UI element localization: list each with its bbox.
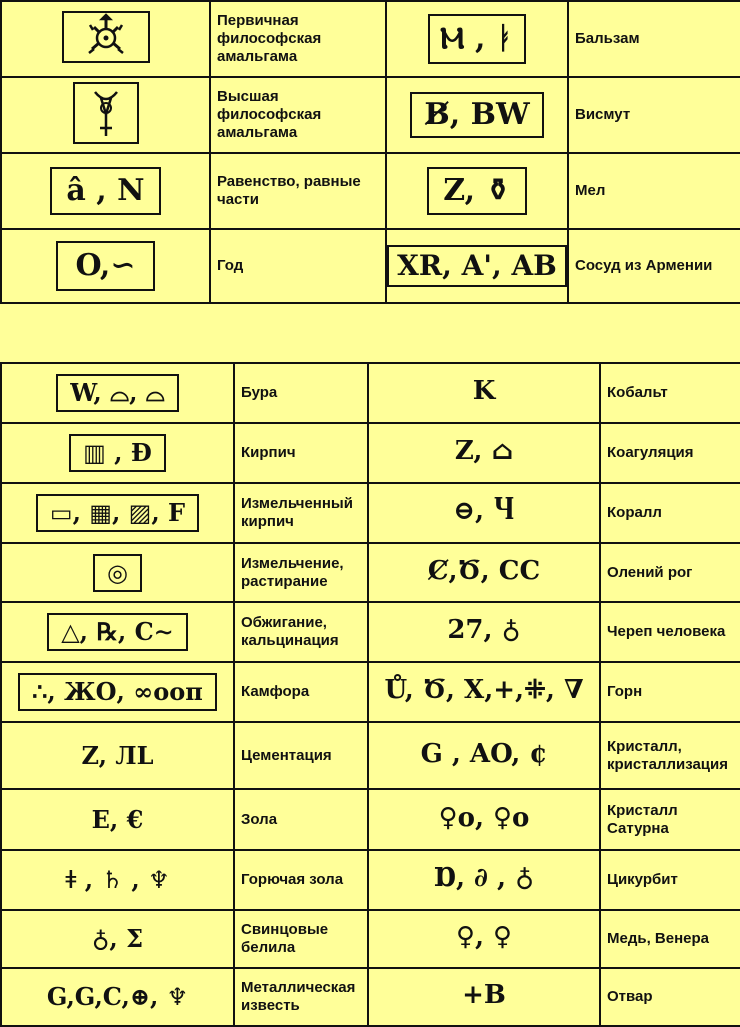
name-cell: Олений рог (600, 543, 740, 602)
table-row (1, 789, 740, 850)
name-cell: Кристалл Сатурна (600, 789, 740, 850)
name-cell: Цементация (234, 722, 368, 789)
symbol-cell (1, 423, 234, 483)
name-cell: Бальзам (568, 1, 740, 77)
name-cell: Мел (568, 153, 740, 229)
symbol-cell (368, 363, 600, 423)
symbol-glyphs: Ů, Ծ, X,+,⁜, ∇ (384, 675, 584, 705)
symbol-glyphs: Ȼ,Ծ, CC (427, 555, 541, 586)
symbol-cell (1, 363, 234, 423)
symbol-cell (1, 1, 210, 77)
star-amalgam-symbol (64, 13, 148, 61)
table-row (1, 423, 740, 483)
symbol-cell (368, 483, 600, 543)
symbol-box: O,∽ (56, 241, 156, 291)
table-row (1, 910, 740, 968)
symbol-cell (386, 1, 568, 77)
symbol-cell (368, 789, 600, 850)
symbol-cell (368, 910, 600, 968)
symbol-glyphs: ǂ , ♄ , ♆ (65, 865, 170, 894)
symbol-cell (1, 77, 210, 153)
name-cell: Коагуляция (600, 423, 740, 483)
symbol-cell (386, 77, 568, 153)
symbol-cell (368, 423, 600, 483)
table-row (1, 363, 740, 423)
table-row (1, 543, 740, 602)
symbol-glyphs: ♀, ♀ (455, 922, 513, 952)
name-cell: Коралл (600, 483, 740, 543)
symbol-cell (1, 229, 210, 303)
name-cell: Сосуд из Армении (568, 229, 740, 303)
name-cell: Бура (234, 363, 368, 423)
table-row (1, 662, 740, 722)
name-cell: Висмут (568, 77, 740, 153)
table-row (1, 968, 740, 1026)
name-cell: Равенство, равные части (210, 153, 386, 229)
name-cell: Обжигание, кальцинация (234, 602, 368, 662)
symbol-box (73, 82, 139, 144)
name-cell: Металлическая известь (234, 968, 368, 1026)
name-cell: Измельченный кирпич (234, 483, 368, 543)
symbol-cell (1, 602, 234, 662)
symbol-glyphs: K (472, 376, 496, 406)
name-cell: Горн (600, 662, 740, 722)
name-cell: Отвар (600, 968, 740, 1026)
symbol-glyphs: G , AO, ¢ (420, 738, 548, 769)
symbol-box (62, 11, 150, 63)
name-cell: Медь, Венера (600, 910, 740, 968)
symbol-cell (1, 662, 234, 722)
symbol-box: B̸, BW (410, 92, 543, 138)
name-cell: Кобальт (600, 363, 740, 423)
symbol-cell (386, 153, 568, 229)
symbol-cell (1, 910, 234, 968)
symbol-cell (368, 543, 600, 602)
symbol-cell (1, 968, 234, 1026)
name-cell: Зола (234, 789, 368, 850)
table-row (1, 850, 740, 910)
symbol-glyphs: ◎ (93, 554, 142, 592)
symbol-glyphs: ▭, ▦, ▨, F (36, 494, 199, 532)
name-cell: Измельчение, растирание (234, 543, 368, 602)
name-cell: Первичная философская амальгама (210, 1, 386, 77)
symbol-box: Z, ⚱ (427, 167, 526, 215)
name-cell: Год (210, 229, 386, 303)
symbol-box: Ⲙ , ᛓ (428, 14, 526, 64)
symbol-glyphs: ♀o, ♀o (438, 802, 530, 833)
symbol-cell (368, 602, 600, 662)
symbol-cell (1, 153, 210, 229)
symbol-cell (368, 722, 600, 789)
symbol-glyphs: ∴, ЖО, ∞ооп (18, 673, 217, 711)
table-row (1, 722, 740, 789)
symbol-glyphs: △, ℞, C∼ (47, 613, 188, 651)
name-cell: Череп человека (600, 602, 740, 662)
symbol-box: â , N (50, 167, 160, 215)
name-cell: Высшая философская амальгама (210, 77, 386, 153)
symbol-glyphs: W, ⌓, ⌓ (56, 374, 179, 412)
symbols-table-top (0, 0, 740, 304)
symbol-cell (1, 789, 234, 850)
symbol-glyphs: Z, ЛL (81, 740, 154, 770)
symbol-box: XR, A', AB (387, 245, 567, 287)
symbol-glyphs: ▥ , Ð (69, 434, 166, 472)
symbol-cell (368, 850, 600, 910)
symbols-table-bottom (0, 362, 740, 1027)
symbol-glyphs: E, € (91, 804, 144, 834)
symbol-glyphs: Ɒ, ∂ , ♁ (433, 863, 535, 893)
symbol-cell (1, 543, 234, 602)
name-cell: Кристалл, кристаллизация (600, 722, 740, 789)
name-cell: Кирпич (234, 423, 368, 483)
symbol-cell (1, 722, 234, 789)
symbol-glyphs: ⊖, Ⴗ (453, 496, 515, 526)
name-cell: Цикурбит (600, 850, 740, 910)
name-cell: Свинцовые белила (234, 910, 368, 968)
symbol-cell (368, 968, 600, 1026)
symbol-cell (1, 850, 234, 910)
table-row (1, 153, 740, 229)
symbol-glyphs: +B (462, 980, 506, 1010)
table-row (1, 602, 740, 662)
table-row (1, 483, 740, 543)
table-row (1, 229, 740, 303)
symbol-cell (1, 483, 234, 543)
table-row (1, 77, 740, 153)
symbol-glyphs: 27, ♁ (447, 615, 521, 645)
name-cell: Горючая зола (234, 850, 368, 910)
symbol-glyphs: Z, ⌂ (454, 436, 514, 466)
symbol-cell (368, 662, 600, 722)
venus-amalgam-symbol (75, 84, 137, 142)
table-row (1, 1, 740, 77)
symbol-glyphs: G,G,C,⊕, ♆ (46, 982, 189, 1011)
symbol-cell (386, 229, 568, 303)
name-cell: Камфора (234, 662, 368, 722)
symbol-glyphs: ♁, Σ (91, 924, 144, 953)
